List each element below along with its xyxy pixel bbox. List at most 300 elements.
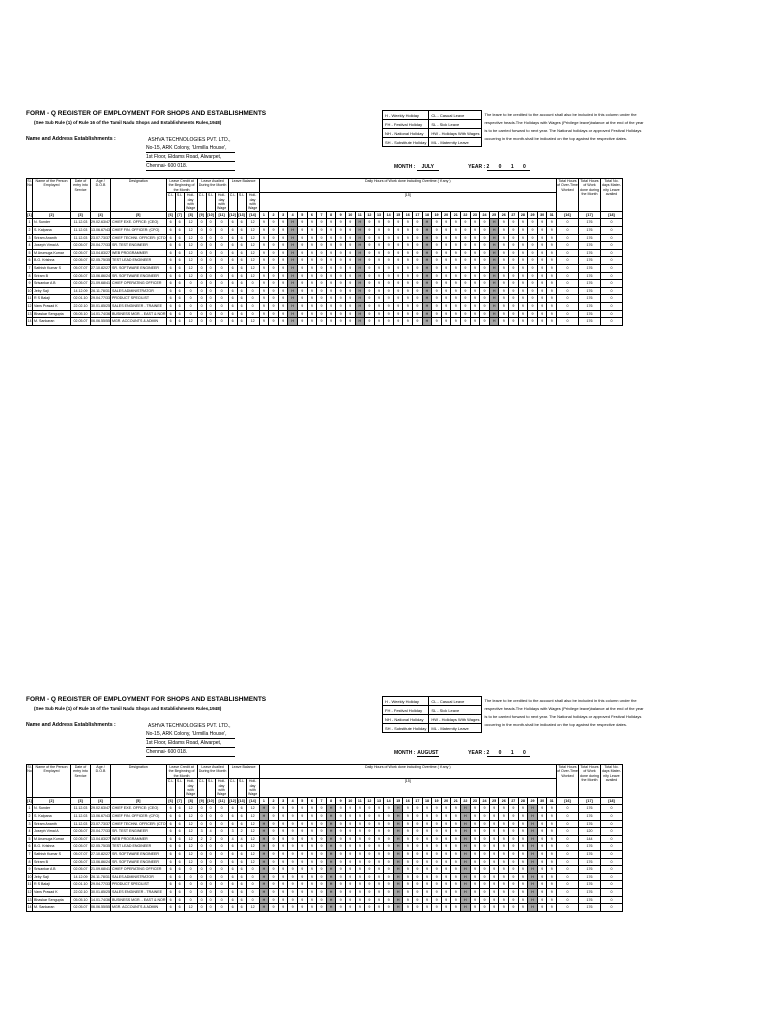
day-cell: 9 [269,295,279,303]
day-cell: H [528,843,538,851]
day-cell: 9 [451,843,461,851]
day-cell: 9 [259,302,269,310]
address-line: 1st Floor, Eldams Road, Alwarpet, [146,739,235,748]
day-cell: 9 [528,219,538,227]
day-cell: 9 [509,318,519,326]
day-number: 30 [537,797,547,805]
day-cell: 9 [307,310,317,318]
day-cell: 9 [470,904,480,912]
day-cell: 9 [480,280,490,288]
day-cell: 9 [345,242,355,250]
leave-value: 0 [215,287,228,295]
column-number: [9] [197,797,206,805]
designation: SR. SOFTWARE ENGINEER [111,858,167,866]
leave-value: 6 [166,805,175,813]
day-cell: 9 [384,904,394,912]
total-days-header: Total No. days Mater-nity Leave availed [600,765,622,798]
day-cell: 9 [413,265,423,273]
day-cell: 9 [499,866,509,874]
day-cell: 9 [403,318,413,326]
day-cell: 9 [499,820,509,828]
day-cell: 9 [278,835,288,843]
day-cell: H [393,843,403,851]
day-cell: 9 [259,242,269,250]
leave-value: 0 [246,888,259,896]
day-cell: 9 [451,310,461,318]
legend-code: CL - Casual Leave [429,111,482,120]
day-cell: 9 [355,896,365,904]
day-cell: 9 [317,866,327,874]
day-cell: 9 [509,820,519,828]
day-cell: 9 [480,843,490,851]
day-cell: H [461,896,471,904]
total-hours: 176 [578,302,600,310]
day-cell: 9 [451,249,461,257]
total-hours-header: Total Hours of Work done during the Month [578,765,600,798]
employee-name: Vans Prasad K [33,302,71,310]
day-cell: 9 [441,249,451,257]
holiday-wage-header: Holi-day with Wage [185,779,196,797]
day-cell: 9 [499,265,509,273]
day-cell: 9 [451,866,461,874]
day-cell: H [288,280,298,288]
day-cell: 9 [297,295,307,303]
age-dob: 29.04.77/33 [91,881,111,889]
day-cell: 9 [413,249,423,257]
designation: TEST LEAD ENGINEER [111,843,167,851]
day-cell: 9 [413,242,423,250]
day-cell: 9 [317,257,327,265]
maternity-days: 0 [600,820,622,828]
leave-value: 0 [206,896,215,904]
year-value: 2 0 1 0 [486,750,530,756]
day-number: 21 [451,797,461,805]
holiday-wage-header: Holi-day with Wage [247,193,258,211]
leave-value: 0 [197,257,206,265]
leave-value: 6 [237,805,246,813]
sl-no-header: Sl. No [27,765,33,798]
designation: SALES ADMINISTRATOR [111,873,167,881]
day-cell: 9 [393,287,403,295]
day-cell: 9 [365,302,375,310]
employee-name: Bhaskar Sengupta [33,310,71,318]
sl-no: 10 [27,873,33,881]
leave-value: 6 [166,896,175,904]
day-cell: 9 [432,858,442,866]
header-row [27,765,623,779]
day-cell: 9 [269,280,279,288]
day-cell: 9 [355,881,365,889]
total-hours: 176 [578,843,600,851]
leave-value: 6 [166,265,175,273]
day-cell: 9 [499,828,509,836]
day-cell: H [355,287,365,295]
day-cell: 9 [441,234,451,242]
sl-no: 2 [27,813,33,821]
day-cell: H [489,265,499,273]
age-dob: 13.06.86/24 [91,858,111,866]
day-cell: 9 [374,835,384,843]
leave-value: 0 [246,896,259,904]
day-cell: 9 [336,896,346,904]
sl-no: 7 [27,851,33,859]
establishment-label: Name and Address Establishments : [26,722,116,728]
day-cell: 9 [317,881,327,889]
day-cell: 9 [441,881,451,889]
leave-value: 0 [215,227,228,235]
total-hours: 176 [578,904,600,912]
leave-value: 12 [184,828,197,836]
date-of-entry: 22.02.10 [71,888,91,896]
day-number: 24 [480,797,490,805]
day-cell: 9 [317,888,327,896]
month-value: AUGUST [417,750,439,756]
day-cell: 9 [278,820,288,828]
day-cell: H [355,302,365,310]
day-cell: 9 [470,896,480,904]
day-cell: H [355,265,365,273]
day-cell: 9 [403,272,413,280]
day-cell: H [461,873,471,881]
leave-value: 12 [246,219,259,227]
leave-value: 0 [215,310,228,318]
day-cell: 9 [297,318,307,326]
legend-code: NH - National Holiday [383,129,429,138]
leave-value: 6 [237,881,246,889]
day-cell: 9 [393,219,403,227]
day-cell: H [355,227,365,235]
leave-value: 0 [215,295,228,303]
day-cell: 9 [336,820,346,828]
leave-value: 0 [246,302,259,310]
day-cell: 9 [365,896,375,904]
day-cell: 9 [345,219,355,227]
day-cell: 9 [374,896,384,904]
day-cell: 9 [374,888,384,896]
designation: MGR. ACCOUNTS & ADMIN [111,904,167,912]
employee-row [27,310,623,318]
leave-value: 0 [197,310,206,318]
day-cell: 9 [384,272,394,280]
leave-value: 6 [166,310,175,318]
total-hours: 176 [578,820,600,828]
day-cell: 9 [374,265,384,273]
day-cell: H [326,851,336,859]
maternity-days: 0 [600,295,622,303]
day-cell: 9 [384,858,394,866]
overtime-hours: 0 [556,310,578,318]
day-cell: 9 [480,287,490,295]
legend-code: SH - Substitute Holiday [383,138,429,147]
month-value: JULY [417,164,439,171]
day-cell: 9 [528,234,538,242]
cl-header: C.L [166,779,175,798]
day-cell: 9 [480,310,490,318]
day-cell: 9 [278,295,288,303]
sl-no: 14 [27,318,33,326]
day-cell: 9 [451,295,461,303]
designation: CHIEF TECHNI. OFFICER: (CTO [111,234,167,242]
day-cell: 9 [547,851,557,859]
day-cell: H [528,888,538,896]
day-cell: 9 [451,888,461,896]
day-cell: 9 [307,287,317,295]
day-cell: 9 [547,873,557,881]
leave-value: 0 [184,310,197,318]
leave-value: 6 [228,805,237,813]
leave-value: 6 [237,265,246,273]
day-cell: 9 [278,858,288,866]
day-cell: 9 [518,257,528,265]
day-cell: 9 [278,265,288,273]
leave-value: 0 [246,295,259,303]
day-cell: 9 [470,828,480,836]
sl-no: 13 [27,310,33,318]
day-cell: H [288,302,298,310]
day-cell: 9 [480,227,490,235]
day-cell: 9 [307,280,317,288]
day-cell: 9 [528,310,538,318]
legend-code: FH - Festival Holiday [383,120,429,129]
day-cell: 9 [403,843,413,851]
leave-value: 0 [197,813,206,821]
day-cell: 9 [537,302,547,310]
day-cell: 9 [269,851,279,859]
column-number: [14] [246,211,259,219]
day-cell: H [326,820,336,828]
day-cell: 9 [288,888,298,896]
day-cell: 9 [297,287,307,295]
day-cell: 9 [345,835,355,843]
day-cell: 9 [326,302,336,310]
name-header: Name of the Person Employed [33,765,71,798]
employee-name: S. Kalpana [33,813,71,821]
total-overtime-header: Total Hours of Over-Time Worked [556,765,578,798]
day-number: 19 [432,797,442,805]
day-cell: 9 [345,888,355,896]
leave-value: 0 [215,866,228,874]
day-cell: 9 [461,302,471,310]
day-cell: 9 [278,249,288,257]
day-cell: 9 [307,835,317,843]
age-dob: 26.11.78/31 [91,287,111,295]
day-cell: 9 [528,280,538,288]
day-cell: 9 [365,805,375,813]
day-cell: 9 [326,265,336,273]
leave-value: 6 [166,287,175,295]
leave-value: 6 [228,896,237,904]
form-subtitle: (See Sub Rule (1) of Rule 16 of the Tamil Nadu Shops and Establishments Rules,1948) [34,706,222,711]
leave-value: 6 [228,904,237,912]
day-cell: 9 [297,881,307,889]
column-number: [13] [237,797,246,805]
day-cell: 9 [413,219,423,227]
day-cell: 9 [345,904,355,912]
day-cell: H [489,234,499,242]
leave-value: 6 [237,242,246,250]
day-cell: 9 [365,813,375,821]
leave-value: 0 [197,904,206,912]
day-cell: H [259,820,269,828]
leave-value: 0 [206,820,215,828]
date-of-entry: 11.12.03 [71,227,91,235]
day-cell: 9 [297,265,307,273]
day-cell: 9 [336,310,346,318]
employee-name: N. Sunder [33,805,71,813]
day-cell: 9 [413,272,423,280]
leave-value: 6 [166,904,175,912]
day-cell: H [461,851,471,859]
day-cell: 9 [518,280,528,288]
column-number: [12] [228,211,237,219]
day-cell: 9 [345,257,355,265]
day-number: 1 [259,211,269,219]
maternity-days: 0 [600,805,622,813]
age-dob-header: Age / D.O.B [91,179,111,212]
day-cell: 9 [345,896,355,904]
day-cell: 9 [259,219,269,227]
day-cell: 9 [259,318,269,326]
maternity-days: 0 [600,851,622,859]
day-cell: H [288,227,298,235]
leave-legend [382,110,646,147]
leave-value: 12 [246,234,259,242]
day-cell: 9 [278,280,288,288]
day-cell: H [355,242,365,250]
day-cell: H [259,896,269,904]
form-title: FORM - Q REGISTER OF EMPLOYMENT FOR SHOPS AND ESTABLISHMENTS [26,696,267,703]
leave-value: 12 [184,249,197,257]
day-cell: 9 [269,813,279,821]
name-header: Name of the Person Employed [33,179,71,212]
leave-value: 6 [237,813,246,821]
year-value: 2 0 1 0 [486,164,530,170]
day-cell: 9 [317,851,327,859]
maternity-days: 0 [600,227,622,235]
day-cell: 9 [288,835,298,843]
day-cell: 9 [441,805,451,813]
day-cell: 9 [365,234,375,242]
day-number: 29 [528,797,538,805]
day-cell: 9 [403,227,413,235]
day-cell: H [355,234,365,242]
employee-name: S. Kalpana [33,227,71,235]
column-number: [17] [578,211,600,219]
maternity-days: 0 [600,881,622,889]
age-dob: 21.09.68/41 [91,866,111,874]
day-cell: 9 [269,904,279,912]
day-cell: 9 [317,249,327,257]
total-hours-header: Total Hours of Work done during the Month [578,179,600,212]
day-cell: 9 [537,287,547,295]
leave-value: 0 [215,881,228,889]
leave-value: 0 [197,219,206,227]
designation: SR. SOFTWARE ENGINEER [111,272,167,280]
day-cell: 9 [432,318,442,326]
leave-value: 6 [175,813,184,821]
day-cell: 9 [441,843,451,851]
leave-value: 0 [197,805,206,813]
maternity-days: 0 [600,310,622,318]
day-cell: 9 [480,265,490,273]
total-hours: 176 [578,881,600,889]
address-line: No-15, ARK Colony, 'Urmilla House', [146,144,235,153]
maternity-days: 0 [600,896,622,904]
column-number: [8] [184,797,197,805]
designation-header: Designation [111,765,167,798]
day-cell: 9 [451,302,461,310]
day-cell: H [393,851,403,859]
day-cell: 9 [413,866,423,874]
date-of-entry: 02.01.10 [71,295,91,303]
day-cell: 9 [432,280,442,288]
day-cell: 9 [461,234,471,242]
day-cell: 9 [297,257,307,265]
day-cell: 9 [269,318,279,326]
day-cell: 9 [345,858,355,866]
leave-credit-header: Leave Credit at the Beginning of the Month [166,765,197,779]
sl-leave-header: S.L [206,193,215,212]
day-cell: 9 [518,249,528,257]
day-cell: 9 [422,858,432,866]
day-cell: 9 [345,805,355,813]
day-cell: 9 [365,280,375,288]
leave-value: 0 [206,234,215,242]
leave-value: 6 [228,249,237,257]
day-cell: 9 [528,242,538,250]
date-of-entry: 02.05.07 [71,904,91,912]
day-cell: 9 [384,295,394,303]
day-cell: 9 [297,888,307,896]
day-cell: 9 [413,820,423,828]
day-cell: 9 [528,295,538,303]
day-cell: 9 [509,227,519,235]
column-number: [7] [175,211,184,219]
leave-value: 6 [175,896,184,904]
day-cell: 9 [297,873,307,881]
sl-no: 12 [27,888,33,896]
day-cell: 9 [393,242,403,250]
sl-no: 6 [27,843,33,851]
leave-value: 0 [215,219,228,227]
day-cell: 9 [518,828,528,836]
day-cell: 9 [269,272,279,280]
day-cell: 9 [336,280,346,288]
day-cell: 9 [509,295,519,303]
day-cell: 9 [461,272,471,280]
sl-no: 4 [27,828,33,836]
age-dob: 13.06.67/43 [91,813,111,821]
day-cell: H [489,257,499,265]
day-cell: 9 [480,219,490,227]
day-cell: 9 [441,242,451,250]
day-cell: 9 [384,813,394,821]
day-cell: 9 [528,287,538,295]
day-number: 3 [278,797,288,805]
establishment-address [146,136,235,171]
day-cell: H [393,835,403,843]
legend-code: CL - Casual Leave [429,697,482,706]
day-cell: 9 [374,249,384,257]
leave-value: 6 [237,234,246,242]
address-line: Chennai- 600 018. [146,748,235,757]
day-cell: 9 [422,820,432,828]
leave-value: 0 [215,888,228,896]
day-cell: 9 [489,888,499,896]
column-number: [4] [91,797,111,805]
day-cell: 9 [403,302,413,310]
day-cell: 9 [269,873,279,881]
